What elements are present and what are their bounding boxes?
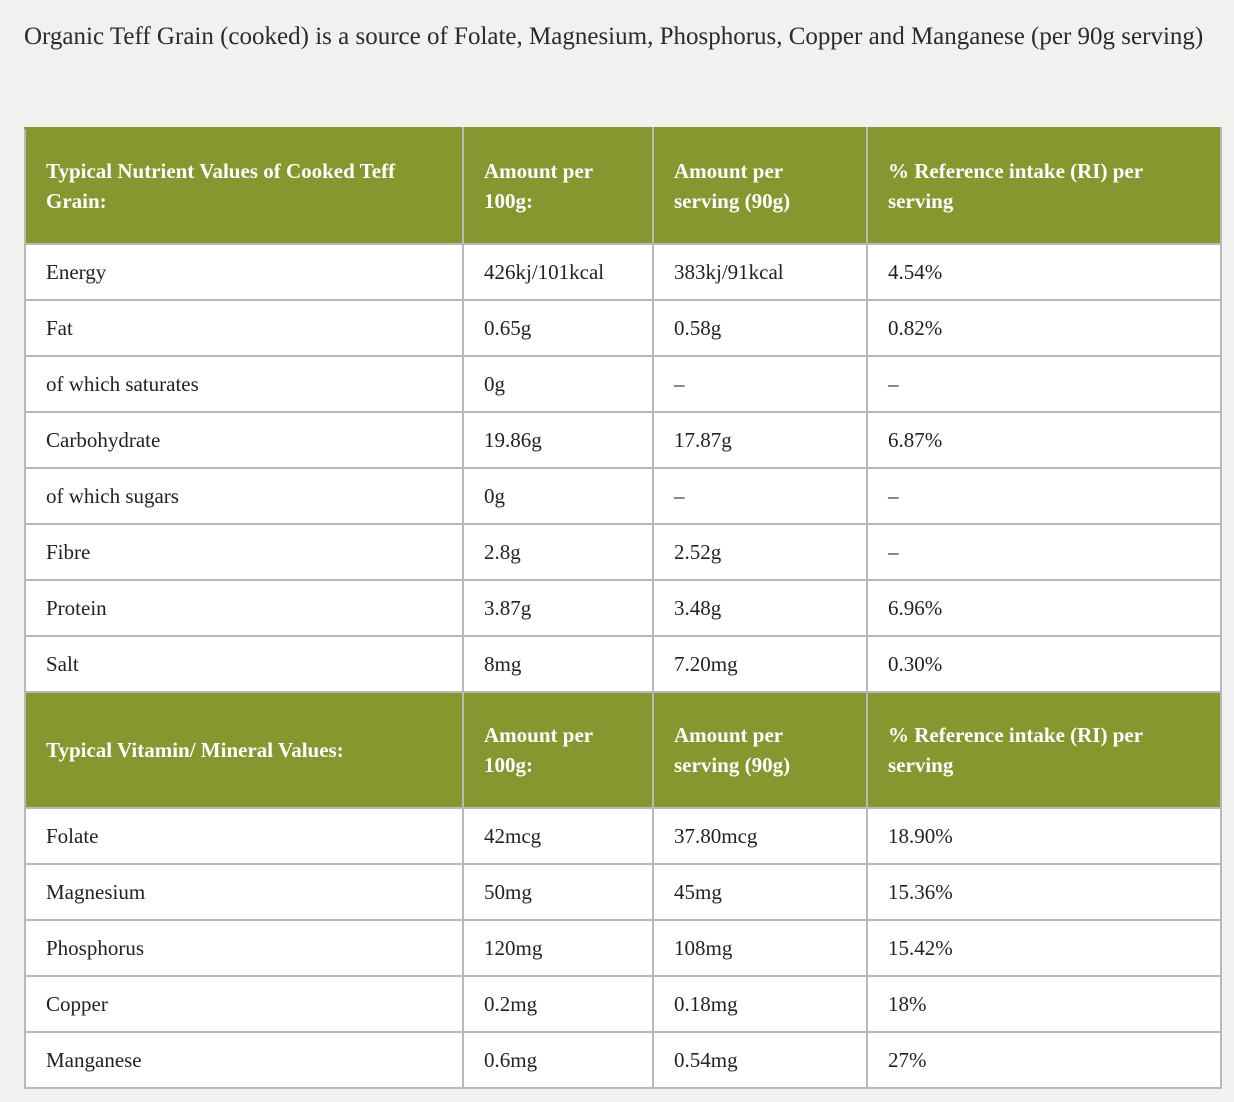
amount-per-serving: 3.48g: [653, 580, 867, 636]
table-row: [25, 244, 1221, 300]
amount-per-serving: 7.20mg: [653, 636, 867, 692]
mineral-name: Phosphorus: [25, 920, 463, 976]
amount-per-serving: 108mg: [653, 920, 867, 976]
reference-intake: 27%: [867, 1032, 1221, 1088]
amount-per-serving: 45mg: [653, 864, 867, 920]
amount-per-serving: 0.18mg: [653, 976, 867, 1032]
amount-per-100g: 120mg: [463, 920, 653, 976]
table-row: [25, 1032, 1221, 1088]
nutrient-name: Energy: [25, 244, 463, 300]
nutrient-name: of which saturates: [25, 356, 463, 412]
header-cell: Amount per serving (90g): [653, 692, 867, 808]
reference-intake: 0.82%: [867, 300, 1221, 356]
nutrient-name: of which sugars: [25, 468, 463, 524]
mineral-name: Magnesium: [25, 864, 463, 920]
header-cell: % Reference intake (RI) per serving: [867, 692, 1221, 808]
reference-intake: 15.36%: [867, 864, 1221, 920]
amount-per-100g: 0.6mg: [463, 1032, 653, 1088]
table-row: [25, 356, 1221, 412]
header-cell: Typical Nutrient Values of Cooked Teff Grain:: [25, 128, 463, 244]
amount-per-serving: 2.52g: [653, 524, 867, 580]
header-cell: % Reference intake (RI) per serving: [867, 128, 1221, 244]
amount-per-100g: 0g: [463, 468, 653, 524]
amount-per-100g: 19.86g: [463, 412, 653, 468]
table-row: [25, 300, 1221, 356]
amount-per-100g: 426kj/101kcal: [463, 244, 653, 300]
header-cell: Typical Vitamin/ Mineral Values:: [25, 692, 463, 808]
nutrient-name: Carbohydrate: [25, 412, 463, 468]
vitamin-header-row: [25, 692, 1221, 808]
reference-intake: 18%: [867, 976, 1221, 1032]
reference-intake: –: [867, 356, 1221, 412]
nutrient-header-row: [25, 128, 1221, 244]
table-row: [25, 524, 1221, 580]
mineral-name: Manganese: [25, 1032, 463, 1088]
header-cell: Amount per 100g:: [463, 128, 653, 244]
amount-per-100g: 42mcg: [463, 808, 653, 864]
reference-intake: 0.30%: [867, 636, 1221, 692]
amount-per-100g: 2.8g: [463, 524, 653, 580]
amount-per-serving: 0.54mg: [653, 1032, 867, 1088]
table-row: [25, 808, 1221, 864]
table-row: [25, 920, 1221, 976]
reference-intake: –: [867, 524, 1221, 580]
amount-per-100g: 0.65g: [463, 300, 653, 356]
nutrient-name: Salt: [25, 636, 463, 692]
reference-intake: 6.96%: [867, 580, 1221, 636]
mineral-name: Copper: [25, 976, 463, 1032]
amount-per-100g: 8mg: [463, 636, 653, 692]
amount-per-serving: –: [653, 468, 867, 524]
nutrient-name: Fibre: [25, 524, 463, 580]
reference-intake: –: [867, 468, 1221, 524]
table-row: [25, 580, 1221, 636]
amount-per-100g: 0.2mg: [463, 976, 653, 1032]
header-cell: Amount per serving (90g): [653, 128, 867, 244]
reference-intake: 18.90%: [867, 808, 1221, 864]
nutrient-name: Fat: [25, 300, 463, 356]
table-row: [25, 636, 1221, 692]
table-row: [25, 976, 1221, 1032]
amount-per-serving: 37.80mcg: [653, 808, 867, 864]
table-row: [25, 468, 1221, 524]
mineral-name: Folate: [25, 808, 463, 864]
reference-intake: 6.87%: [867, 412, 1221, 468]
amount-per-serving: 383kj/91kcal: [653, 244, 867, 300]
intro-text: Organic Teff Grain (cooked) is a source of Folate, Magnesium, Phosphorus, Copper and Manganese (per 90g serving): [24, 23, 1204, 50]
amount-per-100g: 50mg: [463, 864, 653, 920]
reference-intake: 4.54%: [867, 244, 1221, 300]
header-cell: Amount per 100g:: [463, 692, 653, 808]
amount-per-serving: 17.87g: [653, 412, 867, 468]
amount-per-serving: –: [653, 356, 867, 412]
amount-per-100g: 0g: [463, 356, 653, 412]
table-row: [25, 864, 1221, 920]
amount-per-serving: 0.58g: [653, 300, 867, 356]
amount-per-100g: 3.87g: [463, 580, 653, 636]
table-row: [25, 412, 1221, 468]
reference-intake: 15.42%: [867, 920, 1221, 976]
nutrient-name: Protein: [25, 580, 463, 636]
nutrition-table: [24, 127, 1222, 1089]
